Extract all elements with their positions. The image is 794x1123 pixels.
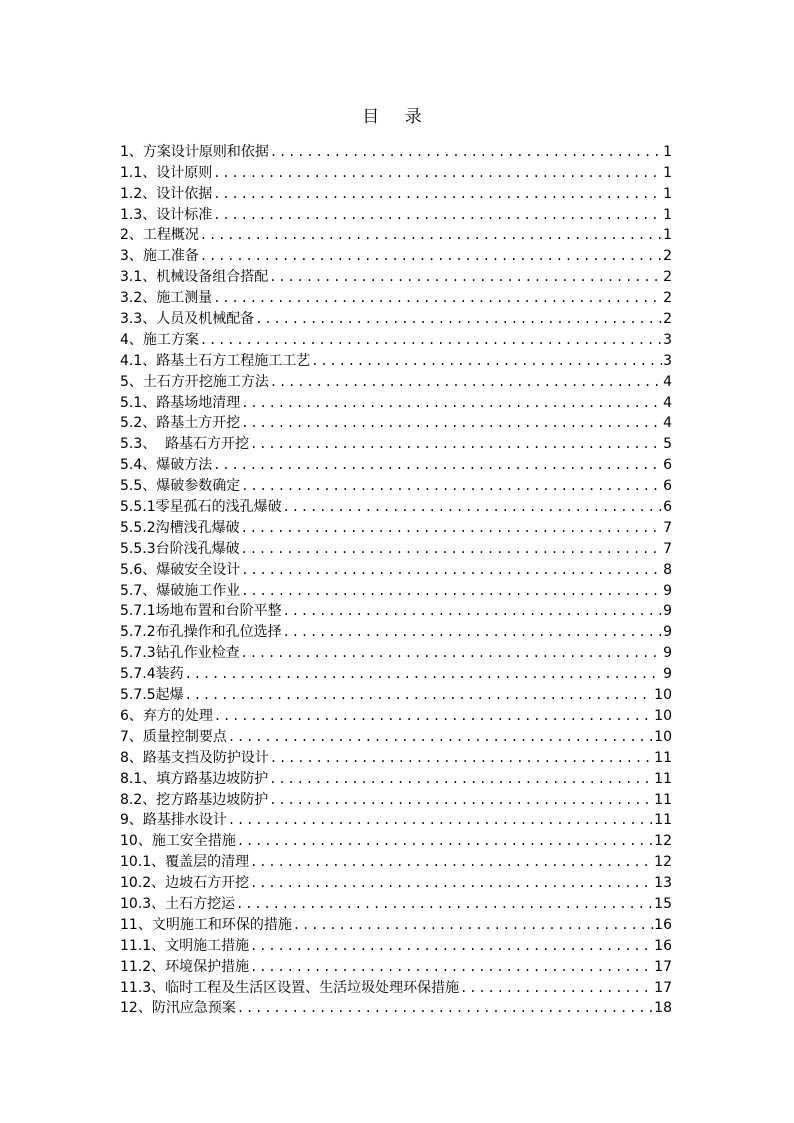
toc-dot-leader (236, 895, 653, 913)
toc-entry-page-number: 18 (654, 1000, 672, 1017)
toc-entry-page-number: 11 (654, 812, 672, 829)
toc-entry-label: 3.2、施工测量 (120, 290, 213, 307)
toc-dot-leader (213, 164, 662, 182)
toc-entry-label: 8、路基支挡及防护设计 (120, 749, 269, 766)
toc-entry[interactable] (120, 600, 672, 621)
toc-dot-leader (241, 561, 662, 579)
toc-dot-leader (293, 916, 653, 934)
toc-entry-page-number: 8 (663, 561, 672, 578)
toc-entry[interactable] (120, 788, 672, 809)
toc-dot-leader (241, 394, 662, 412)
toc-entry-page-number: 17 (654, 958, 672, 975)
toc-entry[interactable] (120, 349, 672, 370)
toc-entry-label: 11.3、临时工程及生活区设置、生活垃圾处理环保措施 (120, 979, 460, 996)
toc-dot-leader (200, 331, 662, 349)
toc-entry-page-number: 17 (654, 979, 672, 996)
toc-dot-leader (185, 686, 654, 704)
toc-entry-page-number: 4 (663, 394, 672, 411)
toc-entry-label: 5.7.2布孔操作和孔位选择 (120, 624, 282, 641)
toc-entry[interactable] (120, 391, 672, 412)
toc-entry-page-number: 2 (663, 248, 672, 265)
toc-title: 目 录 (362, 107, 432, 127)
toc-entry-page-number: 1 (663, 143, 672, 160)
toc-entry-page-number: 10 (654, 687, 672, 704)
toc-entry-label: 9、路基排水设计 (120, 812, 227, 829)
toc-entry[interactable] (120, 558, 672, 579)
toc-entry[interactable] (120, 286, 672, 307)
toc-entry-label: 5.1、路基场地清理 (120, 394, 241, 411)
toc-entry-page-number: 6 (663, 457, 672, 474)
toc-dot-leader (200, 226, 662, 244)
toc-entry-page-number: 4 (663, 415, 672, 432)
toc-entry[interactable] (120, 620, 672, 641)
toc-dot-leader (237, 999, 653, 1017)
toc-entry-label: 10.2、边坡石方开挖 (120, 875, 250, 892)
toc-entry-label: 10.3、土石方挖运 (120, 895, 236, 912)
toc-dot-leader (269, 770, 653, 788)
toc-dot-leader (250, 958, 653, 976)
toc-entry-page-number: 11 (654, 749, 672, 766)
toc-entry-label: 5.7.1场地布置和台阶平整 (120, 603, 282, 620)
toc-entry-page-number: 3 (663, 352, 672, 369)
toc-entry-label: 10、施工安全措施 (120, 833, 236, 850)
toc-dot-leader (241, 519, 662, 537)
toc-dot-leader (250, 874, 653, 892)
toc-entry-label: 5、土石方开挖施工方法 (120, 373, 269, 390)
toc-entry[interactable] (120, 829, 672, 850)
toc-dot-leader (213, 185, 662, 203)
toc-entry[interactable] (120, 809, 672, 830)
toc-entry-page-number: 1 (663, 227, 672, 244)
toc-dot-leader (311, 352, 662, 370)
toc-entry-page-number: 2 (663, 269, 672, 286)
toc-dot-leader (270, 749, 653, 767)
toc-entry[interactable] (120, 516, 672, 537)
toc-entry-label: 5.5.1零星孤石的浅孔爆破 (120, 499, 282, 516)
toc-entry-page-number: 12 (654, 833, 672, 850)
toc-entry-page-number: 1 (663, 164, 672, 181)
toc-entry-page-number: 2 (663, 290, 672, 307)
toc-entry-label: 1.3、设计标准 (120, 206, 213, 223)
toc-dot-leader (241, 540, 662, 558)
toc-dot-leader (269, 268, 662, 286)
toc-entry[interactable] (120, 997, 672, 1018)
toc-entry-label: 11、文明施工和环保的措施 (120, 916, 292, 933)
toc-dot-leader (241, 414, 662, 432)
toc-entry[interactable] (120, 474, 672, 495)
toc-dot-leader (269, 791, 653, 809)
toc-entry[interactable] (120, 537, 672, 558)
toc-entry-page-number: 16 (654, 916, 672, 933)
toc-dot-leader (250, 853, 653, 871)
toc-entry[interactable] (120, 934, 672, 955)
toc-entry-label: 3、施工准备 (120, 248, 199, 265)
toc-entry[interactable] (120, 955, 672, 976)
toc-dot-leader (270, 373, 662, 391)
toc-entry-label: 12、防汛应急预案 (120, 1000, 236, 1017)
toc-entry-label: 5.7、爆破施工作业 (120, 582, 241, 599)
toc-entry-label: 5.6、爆破安全设计 (120, 561, 241, 578)
toc-dot-leader (228, 728, 653, 746)
toc-entry-page-number: 12 (654, 854, 672, 871)
toc-entry-label: 3.1、机械设备组合搭配 (120, 269, 269, 286)
toc-entry[interactable] (120, 746, 672, 767)
toc-entry[interactable] (120, 182, 672, 203)
toc-dot-leader (241, 582, 662, 600)
toc-entry-label: 5.4、爆破方法 (120, 457, 213, 474)
toc-entry-page-number: 10 (654, 728, 672, 745)
toc-entry-page-number: 15 (654, 895, 672, 912)
toc-entry-label: 11.1、文明施工措施 (120, 937, 250, 954)
toc-entry-page-number: 4 (663, 373, 672, 390)
toc-entry-page-number: 10 (654, 707, 672, 724)
toc-entry-label: 5.3、 路基石方开挖 (120, 436, 250, 453)
toc-entry-label: 10.1、覆盖层的清理 (120, 854, 250, 871)
toc-entry-label: 5.5.2沟槽浅孔爆破 (120, 519, 240, 536)
toc-entry[interactable] (120, 328, 672, 349)
toc-entry[interactable] (120, 244, 672, 265)
toc-entry[interactable] (120, 161, 672, 182)
toc-entry-page-number: 5 (663, 436, 672, 453)
toc-entry-label: 1.2、设计依据 (120, 185, 213, 202)
toc-entry-label: 5.7.4装药 (120, 666, 184, 683)
toc-entry-page-number: 2 (663, 311, 672, 328)
toc-entry[interactable] (120, 976, 672, 997)
toc-dot-leader (283, 623, 662, 641)
toc-dot-leader (283, 498, 662, 516)
toc-entry-page-number: 13 (654, 875, 672, 892)
toc-entry-page-number: 6 (663, 478, 672, 495)
toc-entry-label: 2、工程概况 (120, 227, 199, 244)
toc-dot-leader (241, 644, 662, 662)
toc-entry-label: 4、施工方案 (120, 331, 199, 348)
toc-entry-label: 11.2、环境保护措施 (120, 958, 250, 975)
toc-dot-leader (214, 707, 653, 725)
toc-dot-leader (460, 979, 653, 997)
toc-entry-page-number: 6 (663, 499, 672, 516)
toc-entry-page-number: 3 (663, 331, 672, 348)
toc-entry[interactable] (120, 767, 672, 788)
toc-entry[interactable] (120, 579, 672, 600)
toc-entry[interactable] (120, 850, 672, 871)
toc-entry[interactable] (120, 370, 672, 391)
toc-entry-label: 5.2、路基土方开挖 (120, 415, 241, 432)
toc-dot-leader (250, 435, 662, 453)
toc-dot-leader (200, 247, 662, 265)
toc-entry-page-number: 9 (663, 603, 672, 620)
toc-list (120, 140, 672, 1017)
toc-entry-page-number: 11 (654, 770, 672, 787)
toc-entry-label: 6、弃方的处理 (120, 707, 213, 724)
toc-entry-page-number: 9 (663, 582, 672, 599)
toc-entry[interactable] (120, 140, 672, 161)
toc-entry[interactable] (120, 871, 672, 892)
toc-entry[interactable] (120, 725, 672, 746)
toc-entry-label: 8.2、挖方路基边坡防护 (120, 791, 269, 808)
toc-entry-label: 1、方案设计原则和依据 (120, 143, 269, 160)
toc-entry-label: 3.3、人员及机械配备 (120, 311, 255, 328)
toc-dot-leader (228, 811, 653, 829)
toc-entry[interactable] (120, 453, 672, 474)
toc-entry[interactable] (120, 432, 672, 453)
toc-entry[interactable] (120, 913, 672, 934)
toc-entry-page-number: 1 (663, 185, 672, 202)
toc-dot-leader (237, 832, 653, 850)
toc-entry[interactable] (120, 641, 672, 662)
toc-entry-label: 8.1、填方路基边坡防护 (120, 770, 269, 787)
toc-dot-leader (213, 456, 662, 474)
toc-dot-leader (185, 665, 662, 683)
toc-entry-page-number: 7 (663, 540, 672, 557)
toc-entry-page-number: 9 (663, 666, 672, 683)
toc-entry-page-number: 11 (654, 791, 672, 808)
toc-entry[interactable] (120, 412, 672, 433)
toc-entry-label: 4.1、路基土石方工程施工工艺 (120, 352, 311, 369)
toc-dot-leader (213, 289, 662, 307)
toc-dot-leader (250, 937, 653, 955)
toc-entry-page-number: 9 (663, 645, 672, 662)
toc-entry-label: 1.1、设计原则 (120, 164, 213, 181)
toc-entry-label: 7、质量控制要点 (120, 728, 227, 745)
toc-dot-leader (270, 143, 662, 161)
toc-entry[interactable] (120, 704, 672, 725)
toc-entry-label: 5.7.5起爆 (120, 687, 184, 704)
toc-dot-leader (255, 310, 662, 328)
toc-entry[interactable] (120, 495, 672, 516)
toc-entry-page-number: 9 (663, 624, 672, 641)
toc-entry-label: 5.5.3台阶浅孔爆破 (120, 540, 240, 557)
toc-dot-leader (241, 477, 662, 495)
toc-entry-label: 5.7.3钻孔作业检查 (120, 645, 240, 662)
toc-entry[interactable] (120, 307, 672, 328)
toc-entry-label: 5.5、爆破参数确定 (120, 478, 241, 495)
toc-dot-leader (213, 206, 662, 224)
toc-entry[interactable] (120, 892, 672, 913)
toc-entry-page-number: 7 (663, 519, 672, 536)
toc-entry-page-number: 16 (654, 937, 672, 954)
toc-entry[interactable] (120, 224, 672, 245)
toc-entry[interactable] (120, 203, 672, 224)
toc-entry[interactable] (120, 265, 672, 286)
toc-entry[interactable] (120, 662, 672, 683)
toc-dot-leader (283, 602, 662, 620)
toc-entry-page-number: 1 (663, 206, 672, 223)
toc-entry[interactable] (120, 683, 672, 704)
